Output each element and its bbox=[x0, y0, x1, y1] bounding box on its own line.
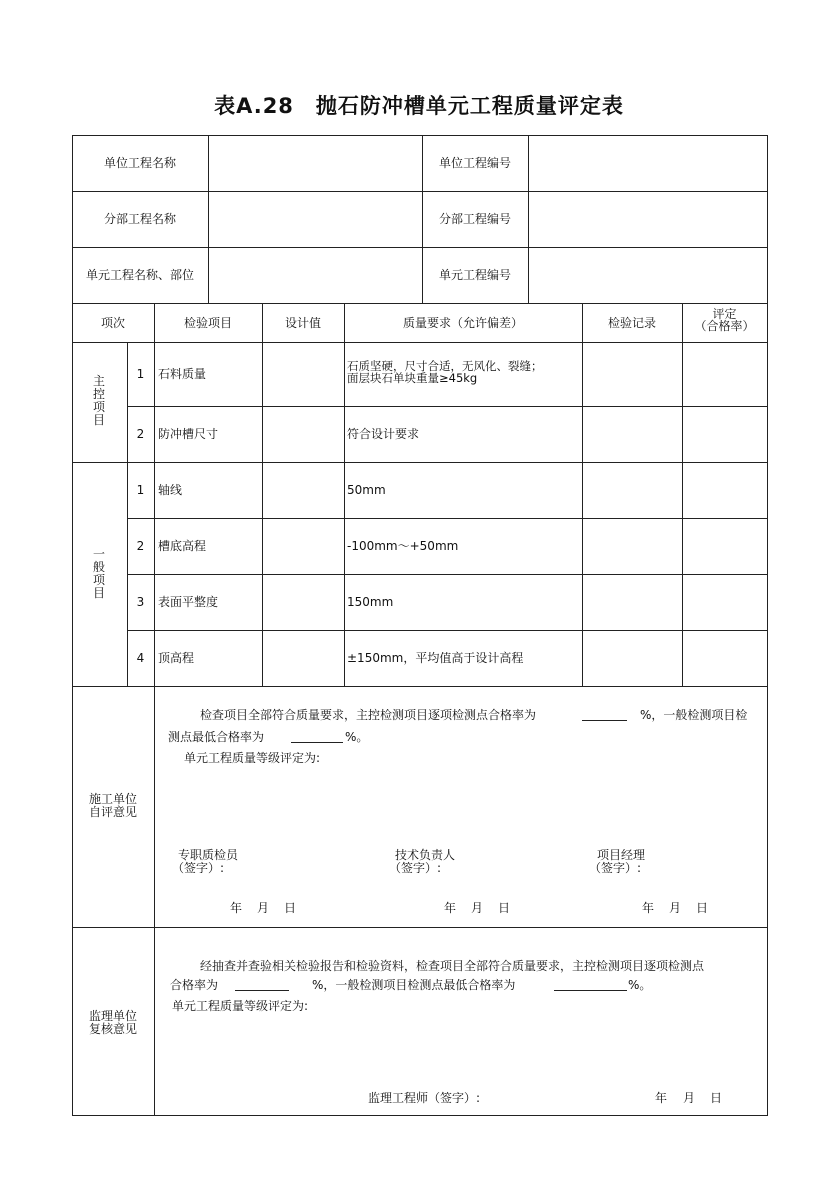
division-project-code-label: 分部工程编号 bbox=[438, 212, 511, 226]
element-project-name-label: 单元工程名称、部位 bbox=[85, 268, 194, 282]
supervisor-month: 月 bbox=[683, 1091, 696, 1105]
quality-inspector-day: 日 bbox=[284, 901, 297, 915]
main-items-category: 主控项目 bbox=[92, 374, 105, 427]
row-item: 轴线 bbox=[158, 483, 183, 497]
project-manager-sign[interactable]: （签字）: bbox=[589, 861, 642, 875]
supervisor-label-line2: 复核意见 bbox=[88, 1022, 137, 1036]
row-requirement: 150mm bbox=[347, 595, 394, 609]
element-project-code-label: 单元工程编号 bbox=[438, 268, 511, 282]
col-rating-line1: 评定 bbox=[712, 307, 737, 321]
row-number: 1 bbox=[136, 367, 145, 381]
technical-lead-month: 月 bbox=[471, 901, 484, 915]
row-requirement: ±150mm，平均值高于设计高程 bbox=[347, 651, 524, 665]
supervisor-grade-label: 单元工程质量等级评定为: bbox=[172, 999, 309, 1013]
row-requirement-line1: 石质坚硬，尺寸合适，无风化、裂缝； bbox=[347, 359, 543, 373]
quality-inspector-sign[interactable]: （签字）: bbox=[172, 861, 225, 875]
division-project-name-label: 分部工程名称 bbox=[103, 212, 176, 226]
row-number: 4 bbox=[136, 651, 145, 665]
contractor-grade-label: 单元工程质量等级评定为: bbox=[184, 751, 321, 765]
col-design-value: 设计值 bbox=[284, 316, 321, 330]
form-code: 表A.28 bbox=[214, 94, 294, 118]
technical-lead-sign[interactable]: （签字）: bbox=[389, 861, 442, 875]
technical-lead-year: 年 bbox=[444, 901, 457, 915]
col-inspection-item: 检验项目 bbox=[183, 316, 232, 330]
form-title bbox=[0, 90, 838, 120]
supervisor-text-c: %，一般检测项目检测点最低合格率为 bbox=[312, 978, 516, 992]
general-items-category: 一般项目 bbox=[92, 547, 105, 600]
contractor-general-rate-field[interactable] bbox=[291, 730, 343, 743]
row-requirement: 符合设计要求 bbox=[347, 427, 420, 441]
contractor-label-line1: 施工单位 bbox=[88, 792, 137, 806]
quality-inspector-role: 专职质检员 bbox=[178, 848, 239, 862]
project-manager-year: 年 bbox=[642, 901, 655, 915]
supervisor-text-b: 合格率为 bbox=[170, 978, 219, 992]
supervisor-text-d: %。 bbox=[628, 978, 652, 992]
col-inspection-record: 检验记录 bbox=[607, 316, 656, 330]
row-number: 2 bbox=[136, 427, 145, 441]
contractor-label-line2: 自评意见 bbox=[88, 805, 137, 819]
contractor-text-c: 测点最低合格率为 bbox=[168, 730, 265, 744]
row-number: 2 bbox=[136, 539, 145, 553]
contractor-text-d: %。 bbox=[345, 730, 369, 744]
col-rating-line2: （合格率） bbox=[694, 319, 755, 333]
contractor-text-b: %，一般检测项目检 bbox=[640, 708, 748, 722]
technical-lead-day: 日 bbox=[498, 901, 511, 915]
row-item: 表面平整度 bbox=[158, 595, 219, 609]
row-requirement: 50mm bbox=[347, 483, 386, 497]
row-item: 防冲槽尺寸 bbox=[158, 427, 219, 441]
col-item-no: 项次 bbox=[100, 316, 125, 330]
project-manager-month: 月 bbox=[669, 901, 682, 915]
supervisor-text-a: 经抽查并查验相关检验报告和检验资料，检查项目全部符合质量要求，主控检测项目逐项检测点 bbox=[200, 959, 705, 973]
supervisor-general-rate-field[interactable] bbox=[554, 978, 627, 991]
project-manager-day: 日 bbox=[696, 901, 709, 915]
supervisor-label-line1: 监理单位 bbox=[88, 1009, 137, 1023]
supervisor-day: 日 bbox=[710, 1091, 723, 1105]
project-manager-role: 项目经理 bbox=[597, 848, 646, 862]
row-requirement: -100mm～+50mm bbox=[347, 539, 459, 553]
col-quality-requirement: 质量要求（允许偏差） bbox=[402, 316, 523, 330]
contractor-text-a: 检查项目全部符合质量要求，主控检测项目逐项检测点合格率为 bbox=[200, 708, 537, 722]
row-item: 槽底高程 bbox=[158, 539, 207, 553]
row-item: 顶高程 bbox=[158, 651, 195, 665]
quality-inspector-month: 月 bbox=[257, 901, 270, 915]
row-requirement-line2: 面层块石单块重量≥45kg bbox=[347, 371, 478, 385]
supervisor-year: 年 bbox=[655, 1091, 668, 1105]
row-number: 3 bbox=[136, 595, 145, 609]
technical-lead-role: 技术负责人 bbox=[395, 848, 456, 862]
supervising-engineer-sign[interactable]: 监理工程师（签字）: bbox=[368, 1091, 481, 1105]
row-number: 1 bbox=[136, 483, 145, 497]
unit-project-name-label: 单位工程名称 bbox=[103, 156, 176, 170]
supervisor-main-rate-field[interactable] bbox=[235, 978, 289, 991]
unit-project-code-label: 单位工程编号 bbox=[438, 156, 511, 170]
contractor-main-rate-field[interactable] bbox=[582, 708, 627, 721]
row-item: 石料质量 bbox=[158, 367, 207, 381]
form-name: 抛石防冲槽单元工程质量评定表 bbox=[315, 94, 624, 118]
quality-inspector-year: 年 bbox=[230, 901, 243, 915]
